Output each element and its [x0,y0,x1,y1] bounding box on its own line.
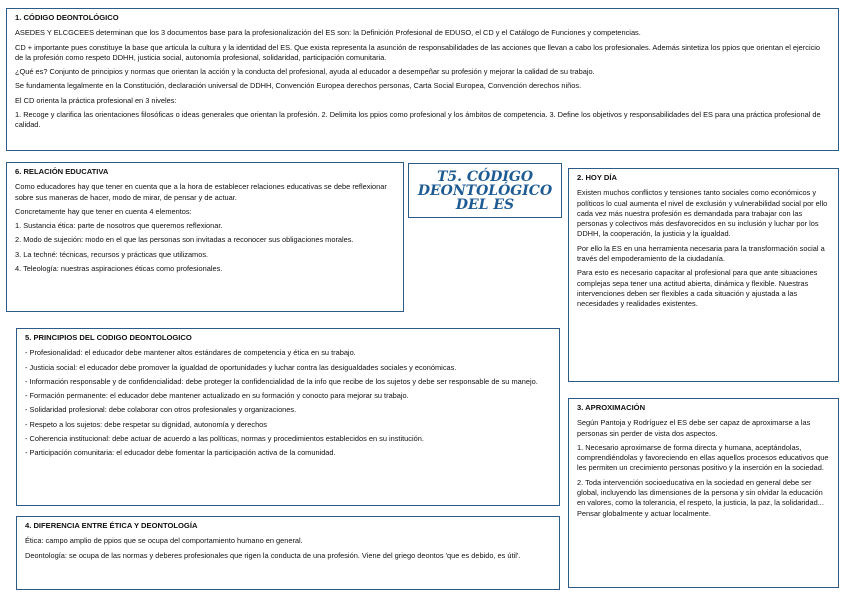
list-item: - Profesionalidad: el educador debe mantener altos estándares de competencia y ética en su trabajo. [25,348,356,358]
paragraph: 2. Toda intervención socioeducativa en la sociedad en general debe ser global, incluyendo las dimensiones de la persona y sin olvidar la educación en valores, como la tolerancia, el respeto, la justicia, la paz, la solidaridad... Pensar globalmente y actuar localmente. [577,477,824,518]
paragraph: ¿Qué es? Conjunto de principios y normas que orientan la acción y la conducta del profesional, ayuda al educador a desempeñar su profesión y mejorar la calidad de su trabajo. [15,67,595,77]
section-title: 2. HOY DÍA [577,173,617,182]
section-title: 1. CÓDIGO DEONTOLÓGICO [15,13,119,22]
section-title: 6. RELACIÓN EDUCATIVA [15,167,109,176]
list-item: - Información responsable y de confidencialidad: debe proteger la confidencialidad de la info que recibe de los sujetos y debe ser responsable de su manejo. [25,376,538,386]
section-diferencia [16,516,560,590]
paragraph: Ética: campo amplio de ppios que se ocupa del comportamiento humano en general. [25,536,303,546]
section-title: 5. PRINCIPIOS DEL CODIGO DEONTOLOGICO [25,333,192,342]
list-item: - Coherencia institucional: debe actuar de acuerdo a las políticas, normas y procedimientos establecidos en su institución. [25,434,424,444]
principles-list [25,348,551,458]
section-aproximacion [568,398,839,588]
paragraph: Concretamente hay que tener en cuenta 4 elementos: [15,206,192,216]
paragraph: 1. Sustancia ética: parte de nosotros que queremos reflexionar. [15,221,223,231]
paragraph: 1. Recoge y clarifica las orientaciones filosóficas o ideas generales que orientan la profesión. 2. Delimita los ppios como profesional y los ámbitos de competencia. 3. Define los objetivos y responsabilidades del ES para una práctica profesional de calidad. [15,110,821,130]
page-title: T5. CÓDIGO DEONTOLÓGICO DEL ES [408,163,562,218]
paragraph: 2. Modo de sujeción: modo en el que las personas son invitadas a reconocer sus obligaciones morales. [15,235,354,245]
section-title: 3. APROXIMACIÓN [577,403,646,412]
paragraph: Existen muchos conflictos y tensiones tanto sociales como económicos y políticos lo cual aumenta el nivel de exclusión y vulnerabilidad social por ello cada vez más nuestra profesión es demandada para trabajar con las personas y colectivos más desfavorecidos en su inclusión y luchar por los DDHH, la cooperación, la justicia y la igualdad. [577,188,828,239]
paragraph: Como educadores hay que tener en cuenta que a la hora de establecer relaciones educativas se debe reflexionar sobre sus maneras de hacer, modo de mirar, de pensar y de actuar. [15,182,387,202]
list-item: - Participación comunitaria: el educador debe fomentar la participación activa de la comunidad. [25,448,336,458]
paragraph: Deontología: se ocupa de las normas y deberes profesionales que rigen la conducta de una profesión. Viene del griego deontos 'que es debido, es útil'. [25,550,521,560]
paragraph: El CD orienta la práctica profesional en 3 niveles: [15,95,177,105]
section-principios [16,328,560,506]
list-item: - Solidaridad profesional: debe colaborar con otros profesionales y organizaciones. [25,405,297,415]
section-codigo-deontologico [6,8,839,151]
paragraph: CD + importante pues constituye la base que articula la cultura y la identidad del ES. Que exista representa la asunción de responsabilidades de las acciones que llevan a cabo los profesionales. Además sintetiza los ppios que orientan el ejercicio de la profesión como respeto DDHH, justicia social, autonomía profesional, solidaridad, participación comunitaria. [15,42,821,62]
paragraph: Según Pantoja y Rodríguez el ES debe ser capaz de aproximarse a las personas sin perder de vista dos aspectos. [577,418,811,438]
paragraph: 3. La techné: técnicas, recursos y prácticas que utilizamos. [15,249,209,259]
list-item: - Formación permanente: el educador debe mantener actualizado en su formación y conocto para mejorar su trabajo. [25,391,409,401]
paragraph: Se fundamenta legalmente en la Constitución, declaración universal de DDHH, Convención Europea derechos personas, Carta Social Europea, Convención derechos niños. [15,81,582,91]
paragraph: Por ello la ES en una herramienta necesaria para la transformación social a través del empoderamiento de la ciudadanía. [577,243,825,264]
paragraph: Para esto es necesario capacitar al profesional para que ante situaciones complejas sepa tener una actitud abierta, dinámica y flexible. Nuestras intervenciones deben ser flexibles a cada situación y ajustada a las necesidades y realidades existentes. [577,268,818,309]
paragraph: ASEDES Y ELCGCEES determinan que los 3 documentos base para la profesionalización del ES son: la Definición Profesional de EDUSO, el CD y el Catálogo de Funciones y competencias. [15,28,641,38]
paragraph: 1. Necesario aproximarse de forma directa y humana, aceptándolas, comprendiéndolas y favoreciendo en ellas aquellos procesos educativos que les permiten un crecimiento personas positivo y la inserción en la sociedad. [577,442,829,473]
section-hoy-dia [568,168,839,382]
paragraph: 4. Teleología: nuestras aspiraciones éticas como profesionales. [15,264,223,274]
list-item: - Justicia social: el educador debe promover la igualdad de oportunidades y luchar contra las desigualdades sociales y económicas. [25,362,457,372]
section-relacion-educativa [6,162,404,312]
list-item: - Respeto a los sujetos: debe respetar su dignidad, autonomía y derechos [25,419,267,429]
section-title: 4. DIFERENCIA ENTRE ÉTICA Y DEONTOLOGÍA [25,521,198,530]
